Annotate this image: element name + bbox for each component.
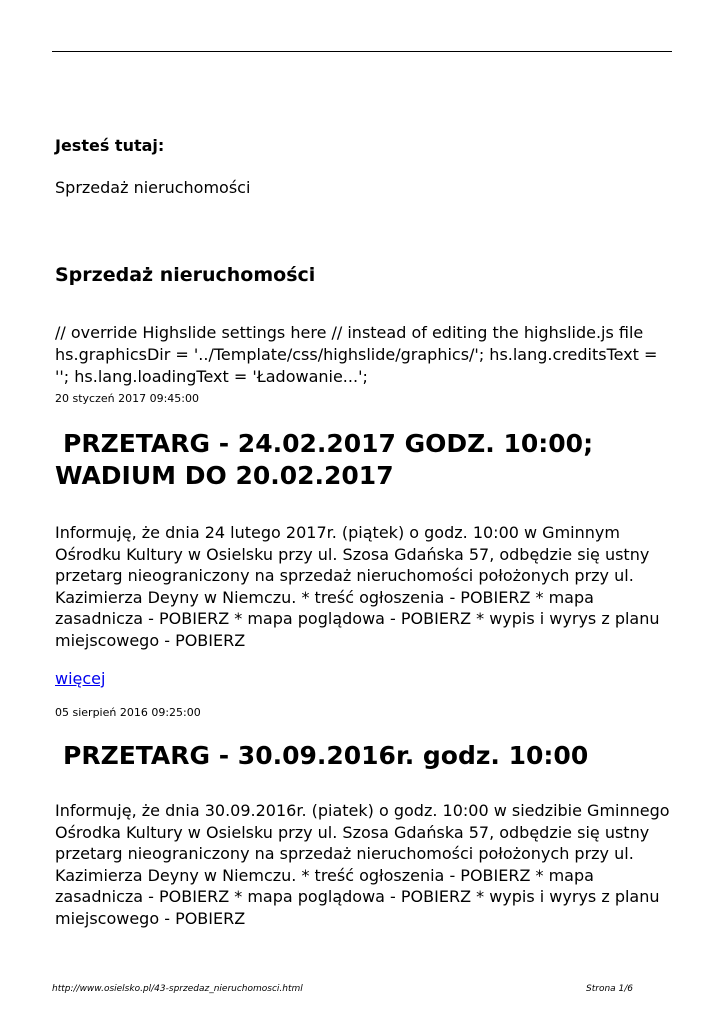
script-text: // override Highslide settings here // instead of editing the highslide.js file hs.graphicsDir = '../Template/css/highslide/graphics/'; hs.lang.creditsText = ''; hs.lang.loadingText = 'Ładowanie...'; xyxy=(55,323,658,386)
article-body: Informuję, że dnia 30.09.2016r. (piatek) o godz. 10:00 w siedzibie Gminnego Ośrodka Kultury w Osielsku przy ul. Szosa Gdańska 57, odbędzie się ustny przetarg nieograniczony na sprzedaż nieruchomości położonych przy ul. Kazimierza Deyny w Niemczu. * treść ogłoszenia - POBIERZ * mapa zasadnicza - POBIERZ * mapa poglądowa - POBIERZ * wypis i wyrys z planu miejscowego - POBIERZ xyxy=(55,801,670,928)
article-item xyxy=(55,392,670,688)
header-divider xyxy=(52,51,672,52)
article-date: 20 styczeń 2017 09:45:00 xyxy=(55,392,199,405)
footer-url: http://www.osielsko.pl/43-sprzedaz_nieruchomosci.html xyxy=(52,984,303,994)
more-link[interactable]: więcej xyxy=(55,669,106,688)
article-body: Informuję, że dnia 24 lutego 2017r. (piątek) o godz. 10:00 w Gminnym Ośrodku Kultury w Osielsku przy ul. Szosa Gdańska 57, odbędzie się ustny przetarg nieograniczony na sprzedaż nieruchomości położonych przy ul. Kazimierza Deyny w Niemczu. * treść ogłoszenia - POBIERZ * mapa zasadnicza - POBIERZ * mapa poglądowa - POBIERZ * wypis i wyrys z planu miejscowego - POBIERZ xyxy=(55,523,660,650)
article-date: 05 sierpień 2016 09:25:00 xyxy=(55,706,201,719)
breadcrumb[interactable]: Sprzedaż nieruchomości xyxy=(55,178,251,197)
article-item xyxy=(55,706,670,929)
article-title[interactable]: PRZETARG - 30.09.2016r. godz. 10:00 xyxy=(63,741,589,770)
page-title: Sprzedaż nieruchomości xyxy=(55,264,316,286)
article-title-line: PRZETARG - 24.02.2017 GODZ. 10:00; xyxy=(63,429,594,458)
footer-page-number: Strona 1/6 xyxy=(586,984,634,994)
article-title-line: WADIUM DO 20.02.2017 xyxy=(55,461,394,490)
article-title[interactable] xyxy=(55,428,670,492)
you-are-here-label: Jesteś tutaj: xyxy=(55,136,165,155)
